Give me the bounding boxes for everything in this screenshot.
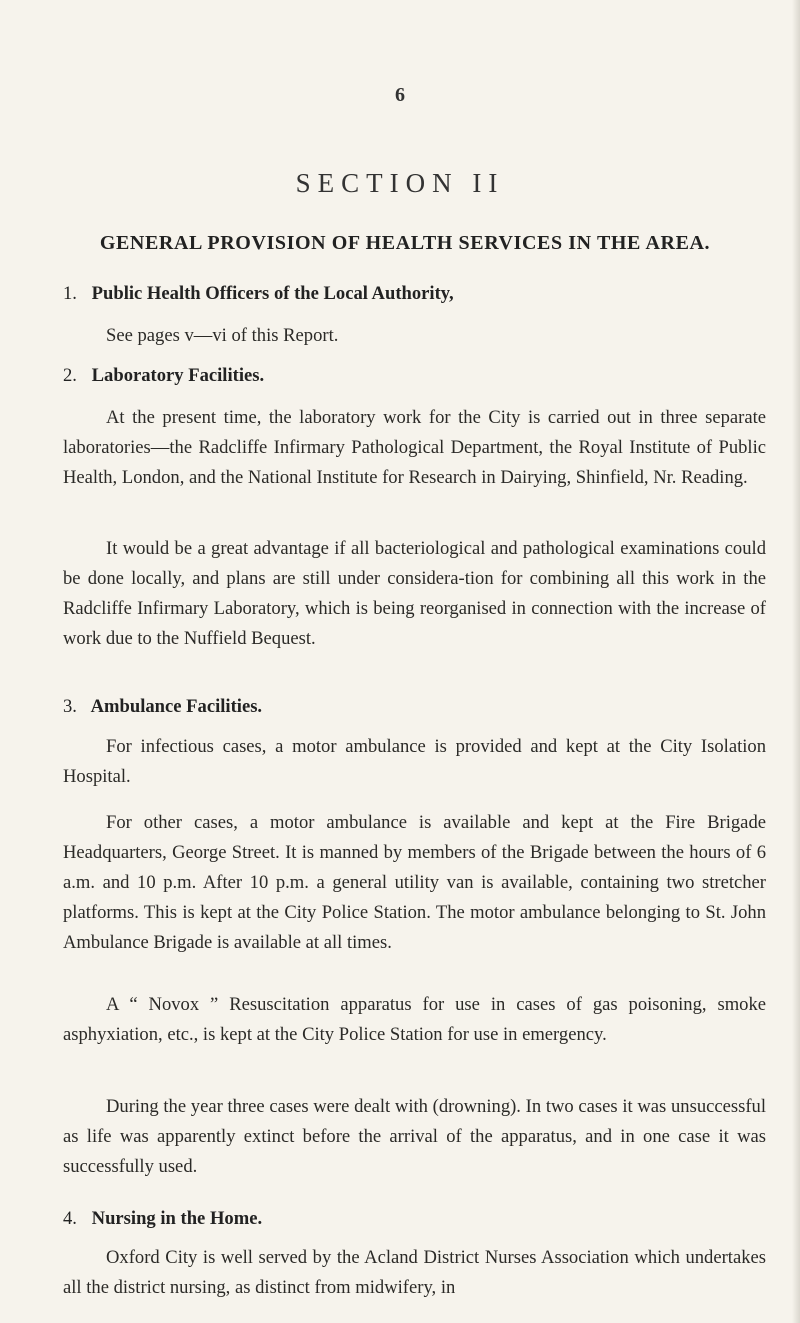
section-2-paragraph-1: At the present time, the laboratory work for the City is carried out in three separate laboratories—the Radcliffe Infirmary Pathological Department, the Royal Institute of Public Health, London, and the National Institute for Research in Dairying, Shinfield, Nr. Reading. — [63, 407, 766, 488]
section-3-heading — [63, 696, 763, 718]
section-heading-text: Ambulance Facilities. — [90, 696, 263, 717]
section-3-paragraph-1: For infectious cases, a motor ambulance is provided and kept at the City Isolation Hospital. — [63, 736, 766, 787]
section-4-paragraph-1: Oxford City is well served by the Acland District Nurses Association which undertakes all the district nursing, as distinct from midwifery, in — [63, 1247, 766, 1298]
section-3-paragraph-2: For other cases, a motor ambulance is available and kept at the Fire Brigade Headquarters, George Street. It is manned by members of the Brigade between the hours of 6 a.m. and 10 p.m. After 10 p.m. a general utility van is available, containing two stretcher platforms. This is kept at the City Police Station. The motor ambulance belonging to St. John Ambulance Brigade is available at all times. — [63, 812, 766, 953]
section-number: 2. — [63, 365, 77, 386]
section-4-heading — [63, 1208, 763, 1230]
section-1-paragraph-1: See pages v—vi of this Report. — [106, 325, 339, 346]
section-3-paragraph-4: During the year three cases were dealt with (drowning). In two cases it was unsuccessful as life was apparently extinct before the arrival of the apparatus, and in one case it was successfully used. — [63, 1096, 766, 1177]
section-1-heading — [63, 283, 763, 305]
section-heading-text: Laboratory Facilities. — [91, 365, 265, 386]
section-number: 1. — [63, 283, 77, 304]
section-2-heading — [63, 365, 763, 387]
section-3-paragraph-3: A “ Novox ” Resuscitation apparatus for use in cases of gas poisoning, smoke asphyxiation, etc., is kept at the City Police Station for use in emergency. — [63, 994, 766, 1045]
section-title: SECTION II — [295, 168, 505, 198]
section-number: 4. — [63, 1208, 77, 1229]
section-2-paragraph-2: It would be a great advantage if all bacteriological and pathological examinations could be done locally, and plans are still under considera-tion for combining all this work in the Radcliffe Infirmary Laboratory, which is being reorganised in connection with the increase of work due to the Nuffield Bequest. — [63, 538, 766, 649]
main-heading: GENERAL PROVISION OF HEALTH SERVICES IN THE AREA. — [99, 232, 711, 254]
page-number: 6 — [395, 84, 405, 106]
page-edge-shadow — [792, 0, 800, 1323]
section-heading-text: Public Health Officers of the Local Authority, — [91, 283, 454, 304]
section-number: 3. — [63, 696, 77, 717]
section-heading-text: Nursing in the Home. — [91, 1208, 263, 1229]
